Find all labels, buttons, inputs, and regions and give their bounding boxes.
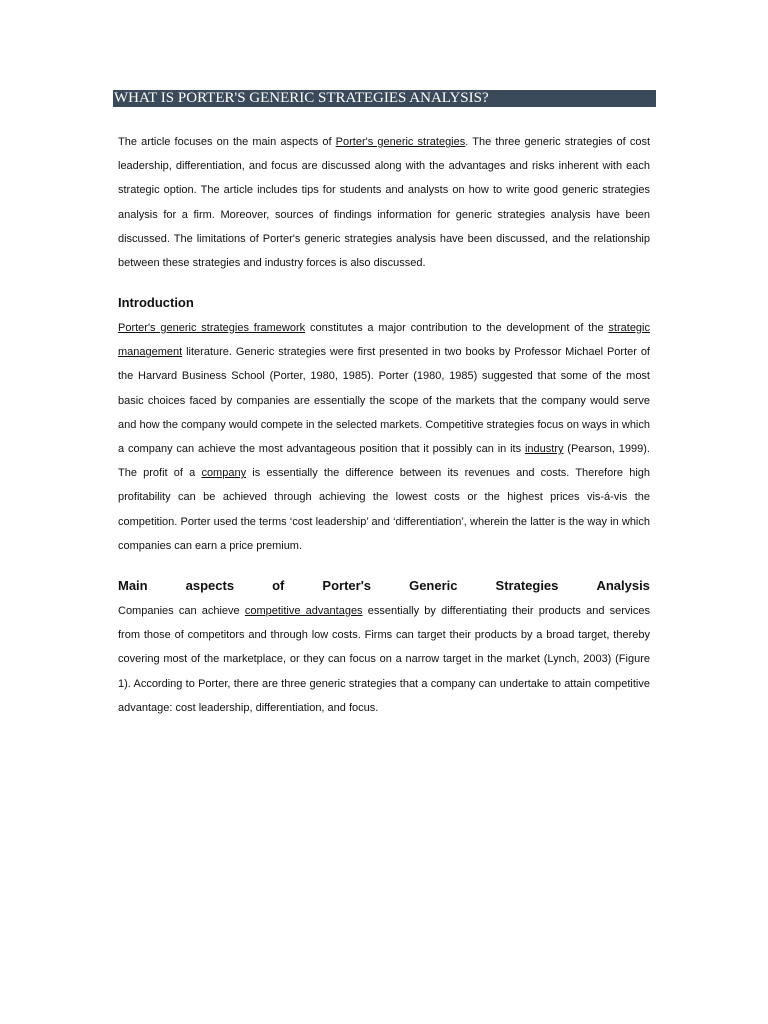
intro-text-1: constitutes a major contribution to the development of the [305, 322, 609, 334]
heading-word: of [272, 578, 285, 593]
intro-text-2: literature. Generic strategies were first presented in two books by Professor Michael Porter of the Harvard Business School (Porter, 1980, 1985). Porter (1980, 1985) suggested that some of the most basic choices faced by companies are essentially the scope of the markets that the company would serve and how the company would compete in the selected markets. Competitive strategies focus on ways in which a company can achieve the most advantageous position that it possibly can in its [118, 346, 650, 456]
heading-word: Main [118, 578, 148, 593]
article-summary-paragraph [118, 130, 650, 275]
page-title: WHAT IS PORTER'S GENERIC STRATEGIES ANALYSIS? [113, 90, 656, 107]
competitive-advantages-link[interactable]: competitive advantages [244, 605, 363, 617]
porters-framework-link[interactable]: Porter's generic strategies framework [118, 322, 306, 334]
main-aspects-heading [118, 577, 650, 595]
heading-word: Generic [409, 578, 458, 593]
porters-generic-strategies-link[interactable]: Porter's generic strategies [335, 136, 466, 148]
intro-text-4: is essentially the difference between its revenues and costs. Therefore high profitability can be achieved through achieving the lowest costs or the highest prices vis-á-vis the competition. Porter used the terms ‘cost leadership’ and ‘differentiation’, wherein the latter is the way in which companies can earn a price premium. [118, 467, 650, 552]
main-text-2: essentially by differentiating their products and services from those of competitors and through low costs. Firms can target their products by a broad target, thereby covering most of the marketplace, or they can focus on a narrow target in the market (Lynch, 2003) (Figure 1). According to Porter, there are three generic strategies that a company can undertake to attain competitive advantage: cost leadership, differentiation, and focus. [118, 605, 650, 714]
heading-word: Porter's [322, 578, 372, 593]
strategic-management-link[interactable]: strategic management [118, 322, 650, 359]
heading-word: Analysis [596, 578, 650, 593]
summary-text-1: The article focuses on the main aspects of [118, 136, 336, 148]
company-link[interactable]: company [201, 467, 247, 480]
summary-text-2: . The three generic strategies of cost leadership, differentiation, and focus are discussed along with the advantages and risks inherent with each strategic option. The article includes tips for students and analysts on how to write good generic strategies analysis for a firm. Moreover, sources of findings information for generic strategies analysis have been discussed. The limitations of Porter's generic strategies analysis have been discussed, and the relationship between these strategies and industry forces is also discussed. [118, 136, 651, 270]
heading-word: aspects [185, 578, 235, 593]
introduction-paragraph [118, 316, 650, 558]
intro-text-3: (Pearson, 1999). The profit of a [118, 443, 650, 480]
main-text-1: Companies can achieve [118, 605, 245, 617]
industry-link[interactable]: industry [524, 443, 564, 456]
main-aspects-paragraph [118, 599, 650, 720]
heading-word: Strategies [495, 578, 559, 593]
introduction-heading: Introduction [118, 295, 194, 310]
